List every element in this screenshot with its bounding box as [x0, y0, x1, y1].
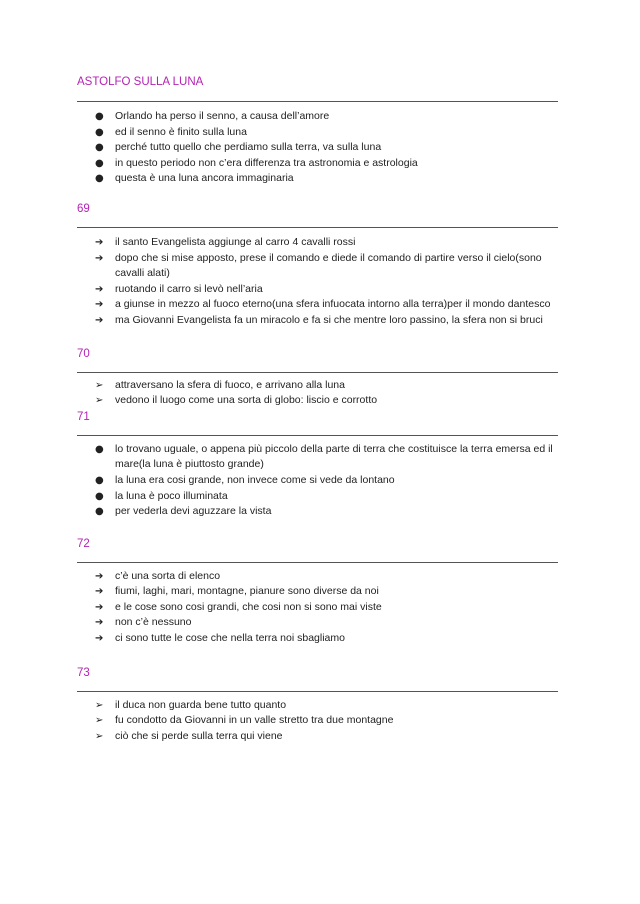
bullet-icon: ●	[95, 490, 104, 502]
list-item-text: a giunse in mezzo al fuoco eterno(una sfera infuocata intorno alla terra)per il mondo dantesco	[115, 298, 551, 311]
section-72	[77, 536, 558, 647]
section-70	[77, 346, 558, 409]
list-item	[77, 584, 558, 600]
list-item-text: per vederla devi aguzzare la vista	[115, 505, 272, 518]
bullet-list	[77, 569, 558, 647]
list-item-text: la luna era cosi grande, non invece come si vede da lontano	[115, 473, 395, 486]
list-item	[77, 489, 558, 505]
list-item	[77, 251, 558, 282]
arrow-icon: ➔	[95, 314, 104, 326]
list-item-text: ci sono tutte le cose che nella terra noi sbagliamo	[115, 632, 345, 645]
list-item	[77, 615, 558, 631]
horizontal-rule	[77, 435, 558, 436]
bullet-list	[77, 235, 558, 329]
arrowhead-icon: ➢	[95, 730, 104, 742]
list-item	[77, 378, 558, 394]
arrow-icon: ➔	[95, 236, 104, 248]
bullet-icon: ●	[95, 474, 104, 486]
list-item-text: la luna è poco illuminata	[115, 489, 228, 502]
bullet-icon: ●	[95, 443, 104, 455]
list-item	[77, 442, 558, 473]
list-item	[77, 140, 558, 156]
list-item	[77, 125, 558, 141]
bullet-icon: ●	[95, 111, 104, 122]
list-item	[77, 393, 558, 409]
sections-container	[77, 101, 558, 744]
list-item-text: questa è una luna ancora immaginaria	[115, 172, 294, 185]
list-item	[77, 156, 558, 172]
arrowhead-icon: ➢	[95, 699, 104, 711]
list-item	[77, 631, 558, 647]
horizontal-rule	[77, 372, 558, 373]
arrow-icon: ➔	[95, 283, 104, 295]
arrow-icon: ➔	[95, 617, 104, 629]
list-item	[77, 713, 558, 729]
arrowhead-icon: ➢	[95, 715, 104, 727]
section-heading: 70	[77, 347, 90, 360]
bullet-icon: ●	[95, 157, 104, 169]
section-heading: 71	[77, 410, 90, 423]
list-item-text: ruotando il carro si levò nell’aria	[115, 282, 263, 295]
list-item-text: il santo Evangelista aggiunge al carro 4 cavalli rossi	[115, 235, 356, 248]
arrow-icon: ➔	[95, 601, 104, 613]
section-71	[77, 409, 558, 520]
list-item-text: il duca non guarda bene tutto quanto	[115, 698, 287, 711]
list-item	[77, 569, 558, 585]
horizontal-rule	[77, 691, 558, 692]
list-item-text: in questo periodo non c’era differenza tra astronomia e astrologia	[115, 156, 418, 169]
list-item-text: attraversano la sfera di fuoco, e arrivano alla luna	[115, 378, 345, 391]
list-item-text: fiumi, laghi, mari, montagne, pianure sono diverse da noi	[115, 585, 379, 598]
list-item-text: ed il senno è finito sulla luna	[115, 125, 247, 138]
list-item-text: c’è una sorta di elenco	[115, 569, 221, 582]
list-item-text: lo trovano uguale, o appena più piccolo della parte di terra che costituisce la terra emersa ed il mare(la luna è piuttosto grande)	[115, 442, 553, 471]
section-intro	[77, 101, 558, 187]
list-item	[77, 171, 558, 187]
list-item-text: Orlando ha perso il senno, a causa dell’amore	[115, 110, 330, 122]
list-item-text: e le cose sono cosi grandi, che cosi non si sono mai viste	[115, 600, 382, 613]
list-item	[77, 313, 558, 329]
arrowhead-icon: ➢	[95, 395, 104, 407]
list-item-text: fu condotto da Giovanni in un valle stretto tra due montagne	[115, 714, 394, 727]
arrow-icon: ➔	[95, 252, 104, 264]
bullet-icon: ●	[95, 506, 104, 518]
section-heading: 72	[77, 537, 90, 550]
bullet-icon: ●	[95, 142, 104, 154]
list-item	[77, 282, 558, 298]
bullet-list	[77, 378, 558, 409]
bullet-icon: ●	[95, 173, 104, 185]
section-69	[77, 201, 558, 329]
section-heading: 73	[77, 666, 90, 679]
list-item	[77, 729, 558, 745]
section-73	[77, 665, 558, 745]
bullet-list	[77, 109, 558, 187]
list-item	[77, 297, 558, 313]
list-item-text: non c’è nessuno	[115, 616, 192, 629]
section-heading: 69	[77, 202, 90, 215]
list-item	[77, 600, 558, 616]
arrow-icon: ➔	[95, 586, 104, 598]
bullet-list	[77, 442, 558, 520]
list-item	[77, 109, 558, 125]
horizontal-rule	[77, 562, 558, 563]
horizontal-rule	[77, 101, 558, 102]
arrow-icon: ➔	[95, 633, 104, 645]
list-item-text: dopo che si mise apposto, prese il comando e diede il comando di partire verso il cielo(sono cavalli alati)	[115, 251, 542, 280]
list-item-text: ciò che si perde sulla terra qui viene	[115, 729, 283, 742]
arrowhead-icon: ➢	[95, 379, 104, 391]
list-item-text: ma Giovanni Evangelista fa un miracolo e fa si che mentre loro passino, la sfera non si bruci	[115, 313, 543, 326]
bullet-list	[77, 698, 558, 745]
document-title: ASTOLFO SULLA LUNA	[77, 76, 204, 88]
list-item-text: vedono il luogo come una sorta di globo: liscio e corrotto	[115, 394, 378, 407]
list-item	[77, 473, 558, 489]
list-item	[77, 504, 558, 520]
list-item	[77, 235, 558, 251]
list-item-text: perché tutto quello che perdiamo sulla terra, va sulla luna	[115, 141, 382, 154]
arrow-icon: ➔	[95, 570, 104, 582]
list-item	[77, 698, 558, 714]
arrow-icon: ➔	[95, 299, 104, 311]
bullet-icon: ●	[95, 126, 104, 138]
horizontal-rule	[77, 227, 558, 228]
document-page	[77, 74, 558, 744]
